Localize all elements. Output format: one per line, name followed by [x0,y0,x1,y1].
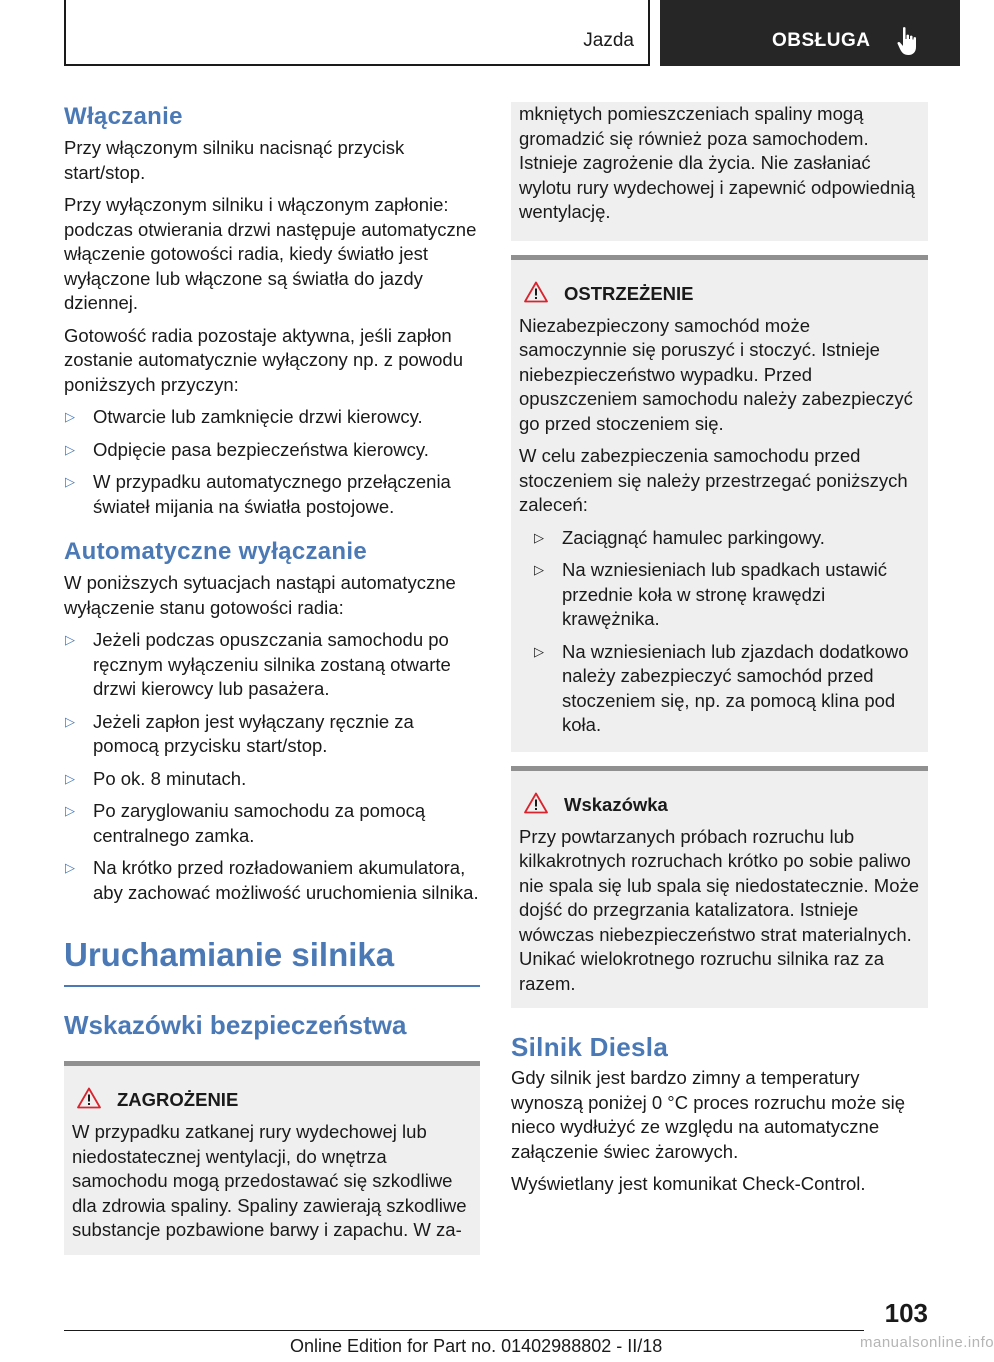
header-section-title: Jazda [583,30,634,51]
triangle-bullet-icon: ▷ [65,474,75,489]
note-header [519,793,920,817]
bullet-list [64,628,480,905]
list-item: ▷ W przypadku automatycznego przełączenia świateł mijania na światła postojowe. [65,471,451,517]
danger-text: W przypadku zatkanej rury wydechowej lub niedostatecznej wentylacji, do wnętrza samochodu mogą przedostawać się szkodliwe dla zdrowia spaliny. Spaliny zawierają szkodliwe substancje pozbawione barwy i zapachu. W za- [72,1121,467,1240]
danger-title: ZAGROŻENIE [117,1089,239,1110]
triangle-bullet-icon: ▷ [65,770,75,786]
header-section-box [64,0,650,66]
triangle-bullet-icon: ▷ [65,713,75,729]
paragraph: Przy wyłączonym silniku i włączonym zapłonie: podczas otwierania drzwi następuje automatyczne włączenie gotowości radia, kiedy światło jest wyłączone lub włączone są światła do jazdy dziennej. [64,194,477,313]
paragraph: W poniższych sytuacjach nastąpi automatyczne wyłączenie stanu gotowości radia: [64,572,456,618]
heading-safety: Wskazówki bezpieczeństwa [64,1010,407,1040]
list-item: ▷ Jeżeli podczas opuszczania samochodu po ręcznym wyłączeniu silnika zostaną otwarte drzwi kierowcy lub pasażera. [65,629,451,699]
note-text: Przy powtarzanych próbach rozruchu lub kilkakrotnych rozruchach krótko po sobie paliwo nie spala się lub spala się niedostatecznie. Może dojść do przegrzania katalizatora. Istnieje wówczas niebezpieczeństwo strat materialnych. Unikać wielokrotnego rozruchu silnika raz za razem. [519,825,920,994]
warning-triangle-icon [524,281,548,303]
danger-box-continued [511,102,928,241]
left-column [64,102,480,1255]
danger-text-continued: mkniętych pomieszczeniach spaliny mogą gromadzić się również poza samochodem. Istnieje zagrożenie dla życia. Nie zasłaniać wylotu rury wydechowej i zapewnić odpowiednią wentylację. [519,103,915,222]
edition-note: Online Edition for Part no. 01402988802 - II/18 [290,1336,663,1356]
triangle-bullet-icon: ▷ [65,409,75,424]
hand-pointer-icon [896,26,922,56]
watermark: manualsonline.info [860,1334,994,1351]
list-item: ▷ Odpięcie pasa bezpieczeństwa kierowcy. [64,438,480,463]
triangle-bullet-icon: ▷ [65,860,75,875]
heading-silnik-diesla: Silnik Diesla [511,1032,669,1062]
danger-header [72,1088,472,1112]
chapter-heading: Uruchamianie silnika [64,935,480,987]
paragraph: Wyświetlany jest komunikat Check-Control. [511,1173,866,1194]
page-number: 103 [884,1298,928,1328]
header-chapter-tab [660,0,960,66]
warning-box [511,255,928,752]
list-item: ▷ Na wzniesieniach lub zjazdach dodatkowo należy zabezpieczyć samochód przed stoczeniem się, np. za pomocą klina pod koła. [534,640,909,735]
paragraph: Przy włączonym silniku nacisnąć przycisk start/stop. [64,137,405,183]
note-title: Wskazówka [564,793,668,815]
triangle-bullet-icon: ▷ [534,643,544,659]
paragraph: Gdy silnik jest bardzo zimny a temperatury wynoszą poniżej 0 °C proces rozruchu może się nieco wydłużyć ze względu na automatyczne załączenie świec żarowych. [511,1067,906,1162]
warning-triangle-icon [524,792,548,814]
warning-header [519,282,920,306]
bullet-list [64,405,480,519]
list-item: ▷ Na krótko przed rozładowaniem akumulatora, aby zachować możliwość uruchomienia silnika. [65,857,479,903]
list-item: ▷ Zaciągnąć hamulec parkingowy. [533,526,920,551]
list-item: ▷ Po zaryglowaniu samochodu za pomocą centralnego zamka. [65,800,426,846]
bullet-list [519,526,920,738]
note-box [511,766,928,1009]
triangle-bullet-icon: ▷ [65,441,75,457]
triangle-bullet-icon: ▷ [65,803,75,818]
warning-title: OSTRZEŻENIE [564,282,694,304]
danger-box [64,1061,480,1255]
footer-divider [64,1330,864,1331]
header-chapter-title: OBSŁUGA [772,30,871,51]
triangle-bullet-icon: ▷ [534,529,544,545]
heading-wlaczanie: Włączanie [64,103,183,130]
list-item: ▷ Po ok. 8 minutach. [64,767,480,792]
paragraph: Niezabezpieczony samochód może samoczynnie się poruszyć i stoczyć. Istnieje niebezpieczeństwo wypadku. Przed opuszczeniem samochodu należy zabezpieczyć go przed stoczeniem się. [519,314,913,434]
warning-triangle-icon [77,1087,101,1109]
right-column [511,102,928,1205]
paragraph: W celu zabezpieczenia samochodu przed stoczeniem się należy przestrzegać poniższych zaleceń: [519,445,908,515]
list-item: ▷ Na wzniesieniach lub spadkach ustawić przednie koła w stronę krawędzi krawężnika. [534,559,887,629]
list-item: ▷ Jeżeli zapłon jest wyłączany ręcznie za pomocą przycisku start/stop. [65,710,414,756]
list-item: ▷ Otwarcie lub zamknięcie drzwi kierowcy. [64,405,480,430]
heading-automatyczne-wylaczanie: Automatyczne wyłączanie [64,538,367,565]
triangle-bullet-icon: ▷ [65,632,75,647]
paragraph: Gotowość radia pozostaje aktywna, jeśli zapłon zostanie automatycznie wyłączony np. z powodu poniższych przyczyn: [64,324,463,395]
triangle-bullet-icon: ▷ [534,562,544,577]
